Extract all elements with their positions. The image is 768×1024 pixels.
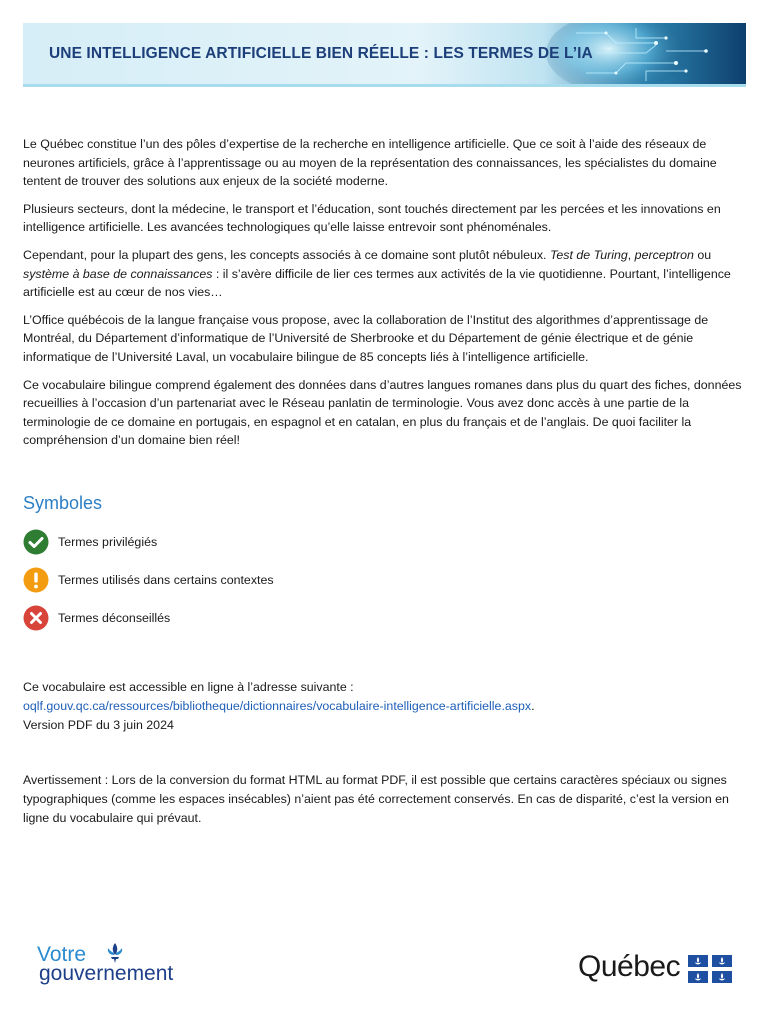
fleur-de-lis-icon bbox=[104, 942, 126, 964]
vocabulary-link[interactable]: oqlf.gouv.qc.ca/ressources/bibliotheque/dictionnaires/vocabulaire-intelligence-artificielle.aspx bbox=[23, 699, 532, 713]
pdf-version: Version PDF du 3 juin 2024 bbox=[23, 718, 174, 732]
x-circle-icon bbox=[23, 605, 49, 631]
symbol-item-preferred bbox=[23, 529, 157, 555]
quebec-flag-icon bbox=[688, 955, 732, 983]
symbol-item-deprecated bbox=[23, 605, 170, 631]
access-intro: Ce vocabulaire est accessible en ligne à l’adresse suivante : bbox=[23, 680, 354, 694]
symbol-label: Termes utilisés dans certains contextes bbox=[58, 573, 274, 587]
intro-paragraph: Ce vocabulaire bilingue comprend également des données dans d’autres langues romanes dans plus du quart des fiches, données recueillies à l’occasion d’un partenariat avec le Réseau panlatin de terminologie. Vous avez donc accès à une partie de la terminologie de ce domaine en portugais, en espagnol et en catalan, en plus du français et de l’anglais. De quoi faciliter la compréhension d’un domaine bien réel! bbox=[23, 377, 742, 448]
exclamation-circle-icon bbox=[23, 567, 49, 593]
intro-paragraph: Plusieurs secteurs, dont la médecine, le transport et l’éducation, sont touchés directement par les percées et les innovations en intelligence artificielle. Les avancées technologiques qu’elle laisse entrevoir sont phénoménales. bbox=[23, 201, 721, 235]
gouvernement-text: gouvernement bbox=[39, 962, 174, 985]
term-knowledge-system: système à base de connaissances bbox=[23, 266, 213, 281]
intro-text bbox=[23, 135, 745, 450]
quebec-wordmark: Québec bbox=[578, 950, 681, 983]
access-url-line: oqlf.gouv.qc.ca/ressources/bibliotheque/dictionnaires/vocabulaire-intelligence-artificielle.aspx. bbox=[23, 699, 535, 713]
symbols-heading: Symboles bbox=[23, 493, 103, 513]
quebec-logo bbox=[578, 948, 734, 990]
intro-paragraph: Le Québec constitue l’un des pôles d’expertise de la recherche en intelligence artificielle. Que ce soit à l’aide des réseaux de neurones artificiels, grâce à l’apprentissage ou au moyen de la représentation des connaissances, les spécialistes du domaine tentent de trouver des solutions aux enjeux de la société moderne. bbox=[23, 137, 717, 189]
symbol-label: Termes déconseillés bbox=[58, 611, 171, 625]
intro-paragraph: Cependant, pour la plupart des gens, les concepts associés à ce domaine sont plutôt nébuleux. Test de Turing, perceptron ou système à base de connaissances : il s’avère difficile de lier ces termes aux activités de la vie quotidienne. Pourtant, l’intelligence artificielle est au cœur de nos vies… bbox=[23, 247, 731, 300]
check-circle-icon bbox=[23, 529, 49, 555]
term-perceptron: perceptron bbox=[634, 247, 694, 262]
term-turing: Test de Turing bbox=[549, 247, 628, 262]
conversion-warning: Avertissement : Lors de la conversion du format HTML au format PDF, il est possible que certains caractères spéciaux ou signes typographiques (comme les espaces insécables) n’aient pas été correctement conservés. En cas de disparité, c’est la version en ligne du vocabulaire qui prévaut. bbox=[23, 773, 729, 825]
access-info bbox=[23, 678, 745, 735]
votre-gouvernement-logo bbox=[36, 942, 186, 988]
symbol-label: Termes privilégiés bbox=[58, 535, 158, 549]
header-banner bbox=[23, 23, 746, 87]
symbol-item-contextual bbox=[23, 567, 274, 593]
intro-paragraph: L’Office québécois de la langue française vous propose, avec la collaboration de l’Institut des algorithmes d’apprentissage de Montréal, du Département d’informatique de l’Université de Sherbrooke et du Département de génie électrique et de génie informatique de l’Université Laval, un vocabulaire bilingue de 85 concepts liés à l’intelligence artificielle. bbox=[23, 312, 709, 364]
page-title: UNE INTELLIGENCE ARTIFICIELLE BIEN RÉELLE : LES TERMES DE L’IA bbox=[49, 45, 593, 62]
votre-text: Votre bbox=[37, 943, 87, 966]
